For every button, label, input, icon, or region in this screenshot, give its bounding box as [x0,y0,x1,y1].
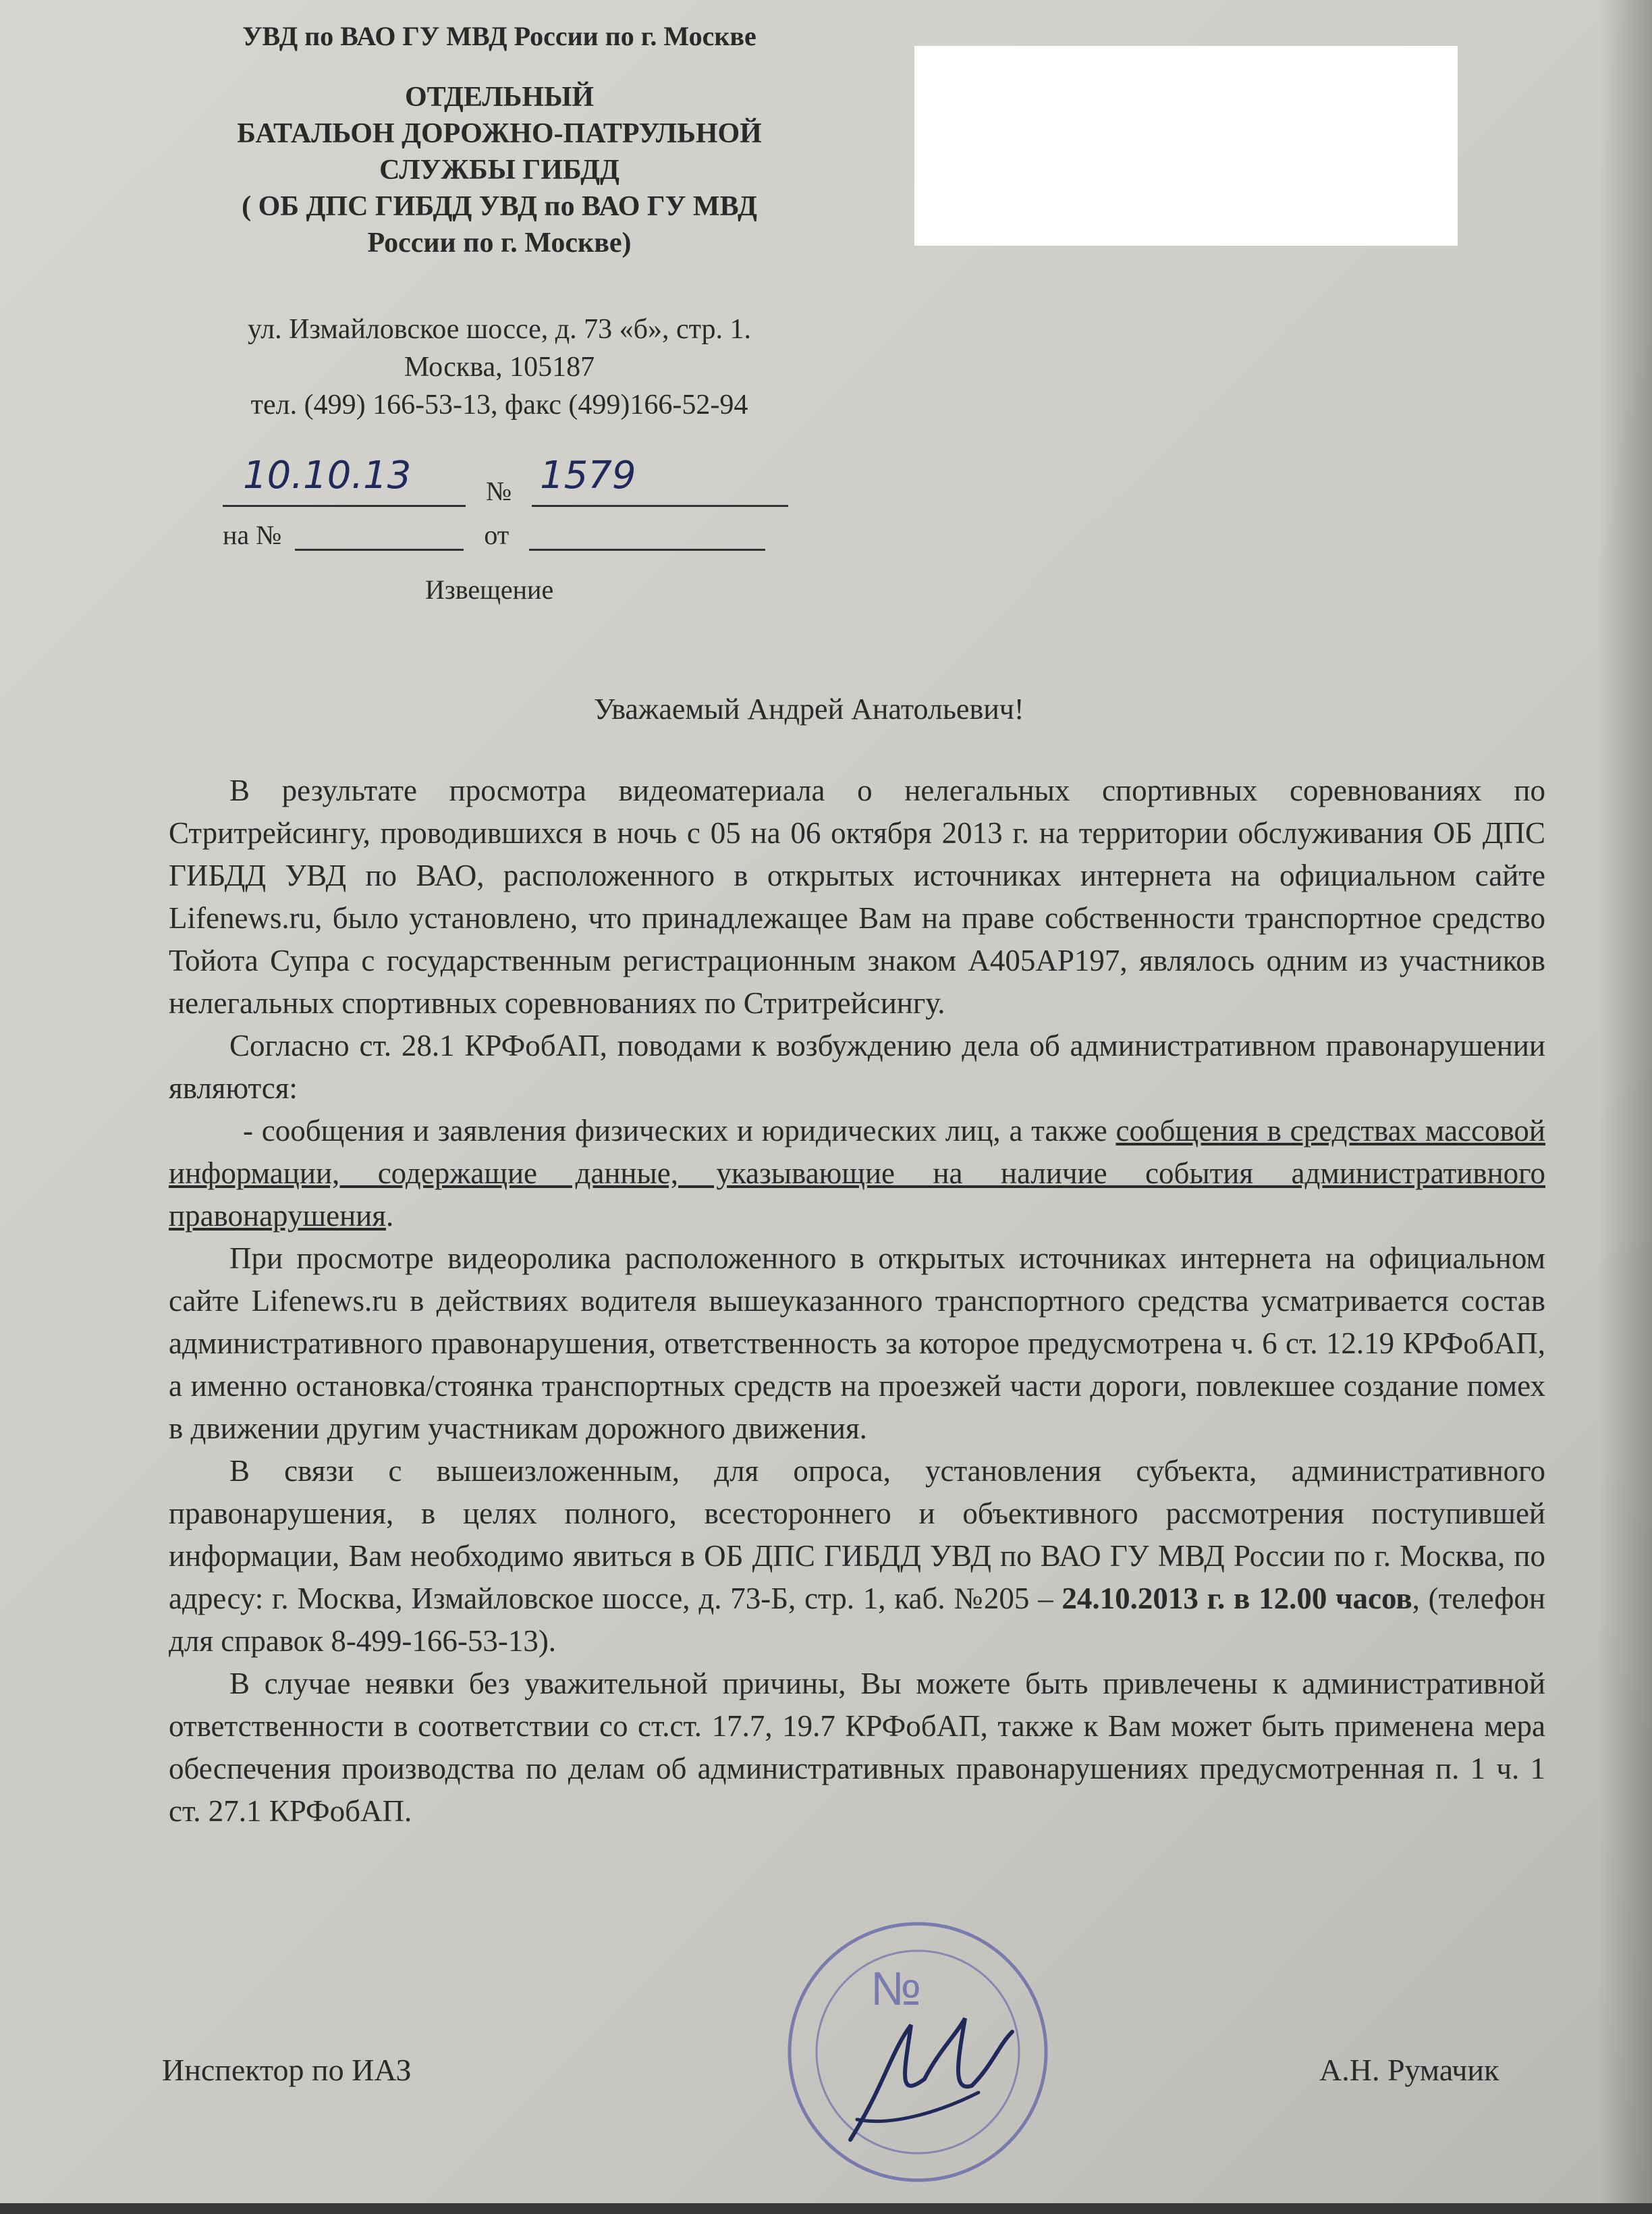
unit-name-line: ОТДЕЛЬНЫЙ [404,82,595,113]
document-type: Извещение [425,574,554,605]
paragraph [169,1110,1545,1237]
ref-label: на № [223,520,282,550]
ref-date-field [529,516,765,551]
address-line: Москва, 105187 [404,352,595,383]
stamp-number-mark: № [871,1962,922,2015]
reference-row [223,516,765,551]
unit-name-line: БАТАЛЬОН ДОРОЖНО-ПАТРУЛЬНОЙ [237,118,762,149]
ref-number-field [295,516,464,551]
redacted-area [914,46,1458,246]
number-sign: № [486,476,512,506]
unit-name-line: ( ОБ ДПС ГИБДД УВД по ВАО ГУ МВД [242,191,757,222]
address-line: тел. (499) 166-53-13, факс (499)166-52-94 [250,389,748,421]
official-stamp [736,1917,1086,2214]
letter-body [169,770,1545,1833]
paragraph-text: - сообщения и заявления физических и юридических лиц, а также [243,1114,1116,1148]
unit-name-line: СЛУЖБЫ ГИБДД [379,155,620,186]
unit-name-line: России по г. Москве) [367,227,632,259]
paragraph: При просмотре видеоролика расположенного в открытых источниках интернета на официальном сайте Lifenews.ru в действиях водителя вышеуказанного транспортного средства усматривается состав административного правонарушения, ответственность за которое предусмотрена ч. 6 ст. 12.19 КРФобАП, а именно остановка/стоянка транспортных средств на проезжей части дороги, повлекшее создание помех в движении другим участникам дорожного движения. [169,1241,1545,1445]
handwritten-number: 1579 [540,454,636,497]
salutation: Уважаемый Андрей Анатольевич! [594,693,1024,726]
paragraph-text: , (телефон для справок 8-499-166-53-13). [169,1582,1546,1658]
paragraph: В случае неявки без уважительной причины, Вы можете быть привлечены к административной ответственности в соответствии со ст.ст. 17.7, 19.7 КРФобАП, также к Вам может быть применена мера обеспечения производства по делам об административных правонарушениях предусмотренная п. 1 ч. 1 ст. 27.1 КРФобАП. [169,1667,1545,1828]
from-label: от [484,520,510,550]
paragraph-text: . [385,1199,394,1233]
paragraph-text: В связи с вышеизложенным, для опроса, установления субъекта, административного правонарушения, в целях полного, всестороннего и объективного рассмотрения поступившей информации, Вам необходимо явиться в ОБ ДПС ГИБДД УВД по ВАО ГУ МВД России по г. Москва, по адресу: г. Москва, Измайловское шоссе, д. 73-Б, стр. 1, каб. №205 – [169,1454,1545,1615]
underlined-text: сообщения в средствах массовой информации, содержащие данные, указывающие на наличие события административного правонарушения [169,1114,1546,1233]
paragraph: В результате просмотра видеоматериала о нелегальных спортивных соревнованиях по Стритрейсингу, проводившихся в ночь с 05 на 06 октября 2013 г. на территории обслуживания ОБ ДПС ГИБДД УВД по ВАО, расположенного в открытых источниках интернета на официальном сайте Lifenews.ru, было установлено, что принадлежащее Вам на праве собственности транспортное средство Тойота Супра с государственным регистрационным знаком А405АР197, являлось одним из участников нелегальных спортивных соревнованиях по Стритрейсингу. [169,774,1545,1020]
agency-name: УВД по ВАО ГУ МВД России по г. Москве [242,21,756,51]
signer-name: А.Н. Румачик [1319,2053,1499,2087]
paragraph [169,1450,1545,1663]
handwritten-date: 10.10.13 [243,454,412,497]
letterhead [175,14,823,261]
signer-position: Инспектор по ИАЗ [162,2053,412,2087]
agency-address [175,310,823,424]
paragraph: Согласно ст. 28.1 КРФобАП, поводами к возбуждению дела об административном правонарушении являются: [169,1029,1545,1105]
address-line: ул. Измайловское шоссе, д. 73 «б», стр. 1. [247,314,752,345]
appointment-datetime: 24.10.2013 г. в 12.00 часов [1062,1582,1412,1615]
